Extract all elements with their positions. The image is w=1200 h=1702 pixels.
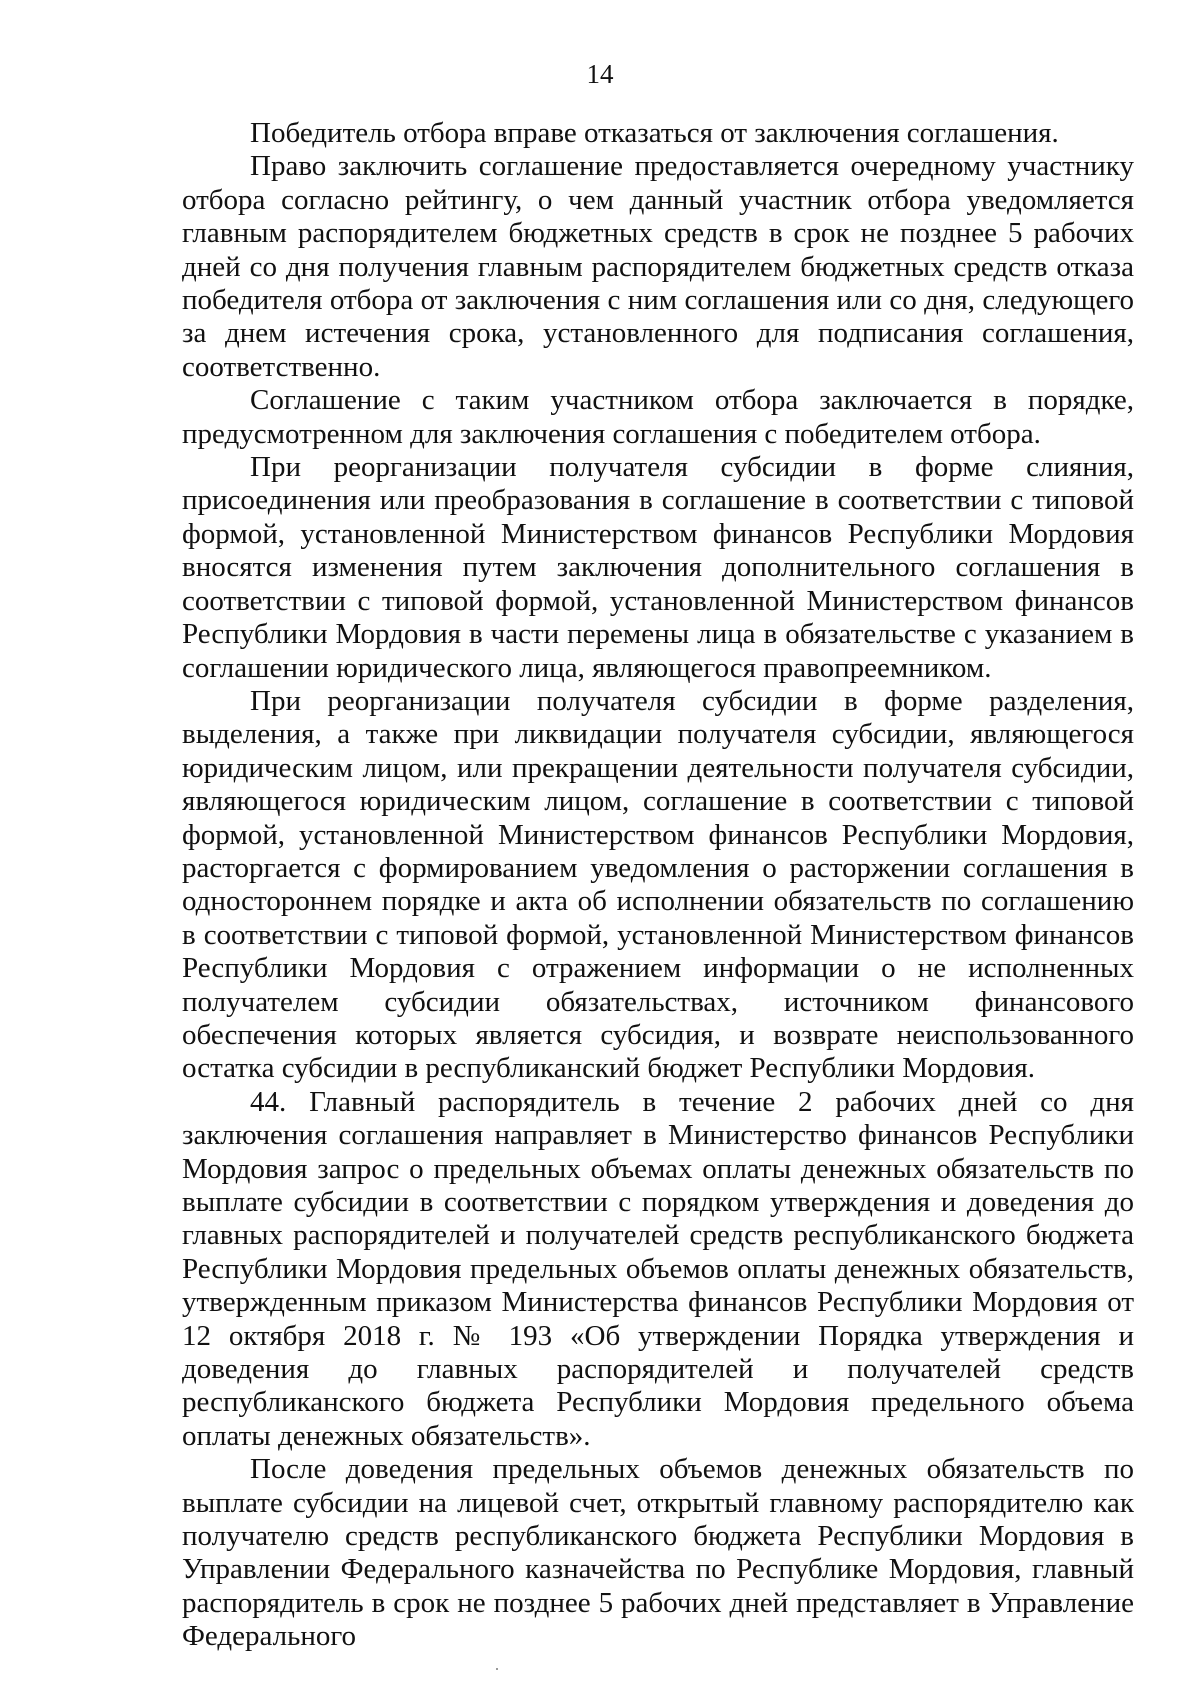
paragraph-winner-refusal: Победитель отбора вправе отказаться от заключения соглашения. <box>250 117 1059 149</box>
paragraph-after-limits: После доведения предельных объемов денежных обязательств по выплате субсидии на лицевой счет, открытый главному распорядителю как получателю средств республиканского бюджета Республики Мордовия в Управлении Федерального казначейства по Республике Мордовия, главный распорядитель в срок не позднее 5 рабочих дней представляет в Управление Федерального <box>182 1453 1134 1653</box>
paragraph-item-44: 44. Главный распорядитель в течение 2 рабочих дней со дня заключения соглашения направляет в Министерство финансов Республики Мордовия запрос о предельных объемах оплаты денежных обязательств по выплате субсидии в соответствии с порядком утверждения и доведения до главных распорядителей и получателей средств республиканского бюджета Республики Мордовия предельных объемов оплаты денежных обязательств, утвержденным приказом Министерства финансов Республики Мордовия от 12 октября 2018 г. № 193 «Об утверждении Порядка утверждения и доведения до главных распорядителей и получателей средств республиканского бюджета Республики Мордовия предельного объема оплаты денежных обязательств». <box>182 1085 1134 1452</box>
page-number: 14 <box>586 59 614 89</box>
paragraph-reorganization-merger: При реорганизации получателя субсидии в форме слияния, присоединения или преобразования в соглашение в соответствии с типовой формой, установленной Министерством финансов Республики Мордовия вносятся изменения путем заключения дополнительного соглашения в соответствии с типовой формой, установленной Министерством финансов Республики Мордовия в части перемены лица в обязательстве с указанием в соглашении юридического лица, являющегося правопреемником. <box>182 451 1134 684</box>
document-body <box>182 117 1134 1654</box>
scan-speck <box>496 1668 498 1670</box>
paragraph-reorganization-division: При реорганизации получателя субсидии в форме разделения, выделения, а также при ликвидации получателя субсидии, являющегося юридическим лицом, или прекращении деятельности получателя субсидии, являющегося юридическим лицом, соглашение в соответствии с типовой формой, установленной Министерством финансов Республики Мордовия, расторгается с формированием уведомления о расторжении соглашения в одностороннем порядке и акта об исполнении обязательств по соглашению в соответствии с типовой формой, установленной Министерством финансов Республики Мордовия с отражением информации о не исполненных получателем субсидии обязательствах, источником финансового обеспечения которых является субсидия, и возврате неиспользованного остатка субсидии в республиканский бюджет Республики Мордовия. <box>182 684 1134 1085</box>
paragraph-agreement-procedure: Соглашение с таким участником отбора заключается в порядке, предусмотренном для заключения соглашения с победителем отбора. <box>182 384 1134 450</box>
paragraph-next-participant-right: Право заключить соглашение предоставляется очередному участнику отбора согласно рейтингу, о чем данный участник отбора уведомляется главным распорядителем бюджетных средств в срок не позднее 5 рабочих дней со дня получения главным распорядителем бюджетных средств отказа победителя отбора от заключения с ним соглашения или со дня, следующего за днем истечения срока, установленного для подписания соглашения, соответственно. <box>182 150 1134 383</box>
